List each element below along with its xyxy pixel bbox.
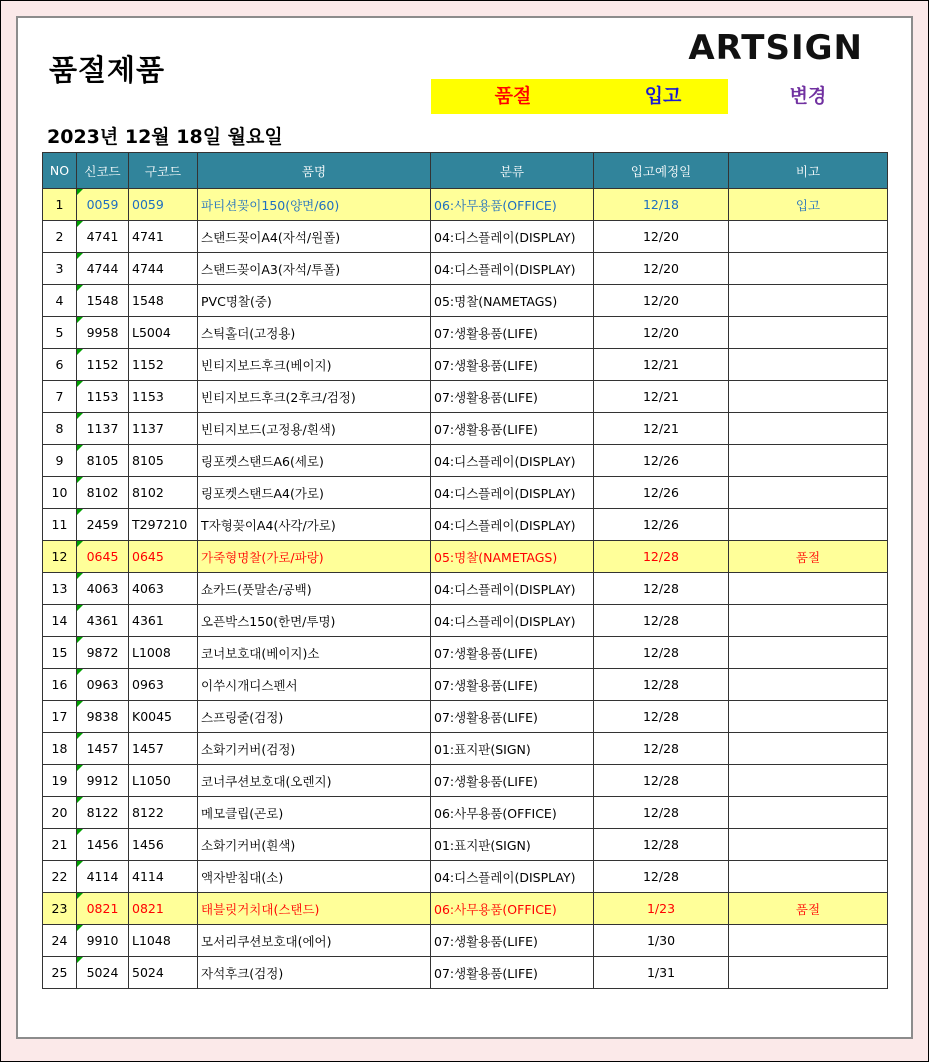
table-row xyxy=(43,637,888,669)
cell-note xyxy=(729,221,888,253)
cell-note: 품절 xyxy=(729,541,888,573)
cell-old-code: 1153 xyxy=(129,381,198,413)
cell-old-code: L5004 xyxy=(129,317,198,349)
cell-product-name: 자석후크(검정) xyxy=(198,957,431,989)
cell-expected-date: 12/20 xyxy=(594,221,729,253)
cell-no: 13 xyxy=(43,573,77,605)
cell-new-code: 0963 xyxy=(77,669,129,701)
cell-old-code: 1152 xyxy=(129,349,198,381)
cell-category: 04:디스플레이(DISPLAY) xyxy=(431,253,594,285)
cell-product-name: 소화기커버(검정) xyxy=(198,733,431,765)
cell-expected-date: 12/26 xyxy=(594,445,729,477)
cell-category: 07:생활용품(LIFE) xyxy=(431,957,594,989)
header-expected-date: 입고예정일 xyxy=(594,153,729,189)
table-row xyxy=(43,765,888,797)
cell-product-name: 링포켓스탠드A6(세로) xyxy=(198,445,431,477)
cell-new-code: 9910 xyxy=(77,925,129,957)
cell-old-code: L1048 xyxy=(129,925,198,957)
cell-old-code: 8102 xyxy=(129,477,198,509)
cell-no: 20 xyxy=(43,797,77,829)
cell-category: 07:생활용품(LIFE) xyxy=(431,413,594,445)
table-row xyxy=(43,381,888,413)
cell-category: 04:디스플레이(DISPLAY) xyxy=(431,861,594,893)
table-row xyxy=(43,317,888,349)
cell-note: 입고 xyxy=(729,189,888,221)
cell-product-name: 소화기커버(흰색) xyxy=(198,829,431,861)
cell-old-code: 8105 xyxy=(129,445,198,477)
cell-old-code: 1456 xyxy=(129,829,198,861)
table-row xyxy=(43,349,888,381)
cell-no: 9 xyxy=(43,445,77,477)
table-row xyxy=(43,221,888,253)
cell-expected-date: 12/21 xyxy=(594,349,729,381)
cell-product-name: 스탠드꽂이A4(자석/원폴) xyxy=(198,221,431,253)
cell-product-name: 파티션꽂이150(양면/60) xyxy=(198,189,431,221)
cell-expected-date: 12/28 xyxy=(594,733,729,765)
cell-new-code: 9838 xyxy=(77,701,129,733)
cell-new-code: 4744 xyxy=(77,253,129,285)
cell-product-name: 이쑤시개디스펜서 xyxy=(198,669,431,701)
cell-note xyxy=(729,285,888,317)
cell-no: 23 xyxy=(43,893,77,925)
cell-product-name: 빈티지보드(고정용/흰색) xyxy=(198,413,431,445)
cell-expected-date: 12/28 xyxy=(594,797,729,829)
cell-old-code: 0059 xyxy=(129,189,198,221)
cell-note xyxy=(729,445,888,477)
cell-no: 11 xyxy=(43,509,77,541)
cell-new-code: 4114 xyxy=(77,861,129,893)
cell-product-name: 태블릿거치대(스탠드) xyxy=(198,893,431,925)
cell-new-code: 9872 xyxy=(77,637,129,669)
cell-note xyxy=(729,861,888,893)
cell-product-name: T자형꽂이A4(사각/가로) xyxy=(198,509,431,541)
cell-no: 12 xyxy=(43,541,77,573)
cell-old-code: 1548 xyxy=(129,285,198,317)
cell-expected-date: 12/21 xyxy=(594,413,729,445)
cell-no: 17 xyxy=(43,701,77,733)
cell-expected-date: 12/18 xyxy=(594,189,729,221)
legend-changed: 변경 xyxy=(789,85,827,107)
cell-product-name: 스틱홀더(고정용) xyxy=(198,317,431,349)
cell-no: 25 xyxy=(43,957,77,989)
header-no: NO xyxy=(43,153,77,189)
table-row xyxy=(43,445,888,477)
table-row xyxy=(43,701,888,733)
cell-no: 6 xyxy=(43,349,77,381)
cell-product-name: 쇼카드(풋말손/공백) xyxy=(198,573,431,605)
cell-category: 05:명찰(NAMETAGS) xyxy=(431,541,594,573)
cell-category: 07:생활용품(LIFE) xyxy=(431,925,594,957)
cell-category: 07:생활용품(LIFE) xyxy=(431,765,594,797)
table-row xyxy=(43,925,888,957)
page-title: 품절제품 xyxy=(49,53,166,87)
cell-new-code: 4361 xyxy=(77,605,129,637)
cell-note xyxy=(729,669,888,701)
cell-new-code: 5024 xyxy=(77,957,129,989)
cell-new-code: 1137 xyxy=(77,413,129,445)
table-row xyxy=(43,733,888,765)
cell-category: 01:표지판(SIGN) xyxy=(431,733,594,765)
table-row xyxy=(43,541,888,573)
brand-logo: ARTSIGN xyxy=(688,28,863,68)
cell-old-code: K0045 xyxy=(129,701,198,733)
table-row xyxy=(43,829,888,861)
table-row xyxy=(43,413,888,445)
header-note: 비고 xyxy=(729,153,888,189)
table-row xyxy=(43,477,888,509)
cell-note xyxy=(729,413,888,445)
cell-category: 04:디스플레이(DISPLAY) xyxy=(431,477,594,509)
cell-no: 18 xyxy=(43,733,77,765)
cell-new-code: 8122 xyxy=(77,797,129,829)
cell-old-code: L1050 xyxy=(129,765,198,797)
cell-no: 1 xyxy=(43,189,77,221)
cell-category: 04:디스플레이(DISPLAY) xyxy=(431,509,594,541)
cell-expected-date: 12/28 xyxy=(594,829,729,861)
cell-note xyxy=(729,765,888,797)
cell-expected-date: 1/31 xyxy=(594,957,729,989)
cell-category: 01:표지판(SIGN) xyxy=(431,829,594,861)
legend-out-of-stock: 품절 xyxy=(494,85,532,107)
cell-category: 07:생활용품(LIFE) xyxy=(431,701,594,733)
cell-note xyxy=(729,349,888,381)
cell-new-code: 0059 xyxy=(77,189,129,221)
header-new-code: 신코드 xyxy=(77,153,129,189)
cell-new-code: 8102 xyxy=(77,477,129,509)
cell-new-code: 9912 xyxy=(77,765,129,797)
cell-category: 07:생활용품(LIFE) xyxy=(431,637,594,669)
report-date: 2023년 12월 18일 월요일 xyxy=(47,126,283,148)
cell-product-name: 메모클립(곤로) xyxy=(198,797,431,829)
cell-category: 06:사무용품(OFFICE) xyxy=(431,189,594,221)
cell-new-code: 1548 xyxy=(77,285,129,317)
cell-note xyxy=(729,797,888,829)
cell-expected-date: 12/20 xyxy=(594,317,729,349)
cell-new-code: 2459 xyxy=(77,509,129,541)
cell-expected-date: 12/28 xyxy=(594,701,729,733)
cell-category: 06:사무용품(OFFICE) xyxy=(431,893,594,925)
cell-expected-date: 12/21 xyxy=(594,381,729,413)
cell-old-code: L1008 xyxy=(129,637,198,669)
cell-category: 04:디스플레이(DISPLAY) xyxy=(431,573,594,605)
cell-expected-date: 1/23 xyxy=(594,893,729,925)
cell-expected-date: 12/20 xyxy=(594,253,729,285)
table-row xyxy=(43,957,888,989)
cell-no: 16 xyxy=(43,669,77,701)
cell-old-code: 4744 xyxy=(129,253,198,285)
cell-old-code: 8122 xyxy=(129,797,198,829)
cell-note xyxy=(729,957,888,989)
cell-expected-date: 12/26 xyxy=(594,477,729,509)
cell-no: 5 xyxy=(43,317,77,349)
cell-expected-date: 12/28 xyxy=(594,861,729,893)
cell-no: 8 xyxy=(43,413,77,445)
cell-old-code: 4361 xyxy=(129,605,198,637)
cell-note xyxy=(729,253,888,285)
cell-new-code: 9958 xyxy=(77,317,129,349)
cell-new-code: 0821 xyxy=(77,893,129,925)
cell-note xyxy=(729,317,888,349)
cell-product-name: 액자받침대(소) xyxy=(198,861,431,893)
cell-expected-date: 12/28 xyxy=(594,669,729,701)
cell-note xyxy=(729,829,888,861)
cell-note xyxy=(729,509,888,541)
cell-note xyxy=(729,733,888,765)
cell-note xyxy=(729,701,888,733)
cell-category: 04:디스플레이(DISPLAY) xyxy=(431,221,594,253)
cell-category: 07:생활용품(LIFE) xyxy=(431,317,594,349)
cell-new-code: 1457 xyxy=(77,733,129,765)
cell-new-code: 4741 xyxy=(77,221,129,253)
table-row xyxy=(43,605,888,637)
cell-old-code: 0645 xyxy=(129,541,198,573)
legend-restocked: 입고 xyxy=(644,85,682,107)
cell-no: 21 xyxy=(43,829,77,861)
cell-category: 06:사무용품(OFFICE) xyxy=(431,797,594,829)
cell-no: 2 xyxy=(43,221,77,253)
cell-new-code: 1456 xyxy=(77,829,129,861)
cell-category: 07:생활용품(LIFE) xyxy=(431,349,594,381)
cell-product-name: 오픈박스150(한면/투명) xyxy=(198,605,431,637)
cell-new-code: 0645 xyxy=(77,541,129,573)
cell-product-name: 코너쿠션보호대(오렌지) xyxy=(198,765,431,797)
cell-note xyxy=(729,477,888,509)
cell-category: 04:디스플레이(DISPLAY) xyxy=(431,605,594,637)
cell-category: 05:명찰(NAMETAGS) xyxy=(431,285,594,317)
cell-product-name: 스탠드꽂이A3(자석/투폴) xyxy=(198,253,431,285)
cell-expected-date: 12/28 xyxy=(594,637,729,669)
cell-no: 10 xyxy=(43,477,77,509)
cell-no: 24 xyxy=(43,925,77,957)
cell-no: 22 xyxy=(43,861,77,893)
table-row xyxy=(43,573,888,605)
cell-product-name: 모서리쿠션보호대(에어) xyxy=(198,925,431,957)
table-header-row xyxy=(43,153,888,189)
cell-old-code: 5024 xyxy=(129,957,198,989)
cell-new-code: 1152 xyxy=(77,349,129,381)
table-row xyxy=(43,253,888,285)
cell-note xyxy=(729,573,888,605)
cell-expected-date: 12/28 xyxy=(594,765,729,797)
header-product-name: 품명 xyxy=(198,153,431,189)
cell-old-code: 1457 xyxy=(129,733,198,765)
cell-old-code: 4114 xyxy=(129,861,198,893)
cell-old-code: 0963 xyxy=(129,669,198,701)
cell-old-code: T297210 xyxy=(129,509,198,541)
cell-product-name: 코너보호대(베이지)소 xyxy=(198,637,431,669)
table-row xyxy=(43,797,888,829)
cell-old-code: 1137 xyxy=(129,413,198,445)
cell-expected-date: 12/28 xyxy=(594,605,729,637)
cell-new-code: 4063 xyxy=(77,573,129,605)
cell-expected-date: 12/26 xyxy=(594,509,729,541)
cell-note xyxy=(729,637,888,669)
cell-no: 19 xyxy=(43,765,77,797)
table-row xyxy=(43,285,888,317)
cell-note xyxy=(729,381,888,413)
cell-expected-date: 12/28 xyxy=(594,541,729,573)
cell-old-code: 0821 xyxy=(129,893,198,925)
cell-expected-date: 12/28 xyxy=(594,573,729,605)
cell-no: 4 xyxy=(43,285,77,317)
cell-no: 7 xyxy=(43,381,77,413)
table-row xyxy=(43,861,888,893)
cell-old-code: 4741 xyxy=(129,221,198,253)
cell-note: 품절 xyxy=(729,893,888,925)
cell-product-name: 링포켓스탠드A4(가로) xyxy=(198,477,431,509)
header-old-code: 구코드 xyxy=(129,153,198,189)
cell-new-code: 8105 xyxy=(77,445,129,477)
cell-product-name: 빈티지보드후크(2후크/검정) xyxy=(198,381,431,413)
table-row xyxy=(43,893,888,925)
cell-old-code: 4063 xyxy=(129,573,198,605)
sheet xyxy=(16,16,913,1039)
cell-product-name: PVC명찰(중) xyxy=(198,285,431,317)
cell-category: 07:생활용품(LIFE) xyxy=(431,669,594,701)
cell-no: 14 xyxy=(43,605,77,637)
cell-category: 04:디스플레이(DISPLAY) xyxy=(431,445,594,477)
cell-expected-date: 12/20 xyxy=(594,285,729,317)
cell-note xyxy=(729,605,888,637)
cell-expected-date: 1/30 xyxy=(594,925,729,957)
cell-product-name: 빈티지보드후크(베이지) xyxy=(198,349,431,381)
cell-category: 07:생활용품(LIFE) xyxy=(431,381,594,413)
cell-new-code: 1153 xyxy=(77,381,129,413)
header-category: 분류 xyxy=(431,153,594,189)
cell-product-name: 가죽형명찰(가로/파랑) xyxy=(198,541,431,573)
cell-product-name: 스프링줄(검정) xyxy=(198,701,431,733)
cell-note xyxy=(729,925,888,957)
table-row xyxy=(43,509,888,541)
cell-no: 3 xyxy=(43,253,77,285)
cell-no: 15 xyxy=(43,637,77,669)
out-of-stock-table xyxy=(42,152,888,989)
table-row xyxy=(43,669,888,701)
table-row xyxy=(43,189,888,221)
